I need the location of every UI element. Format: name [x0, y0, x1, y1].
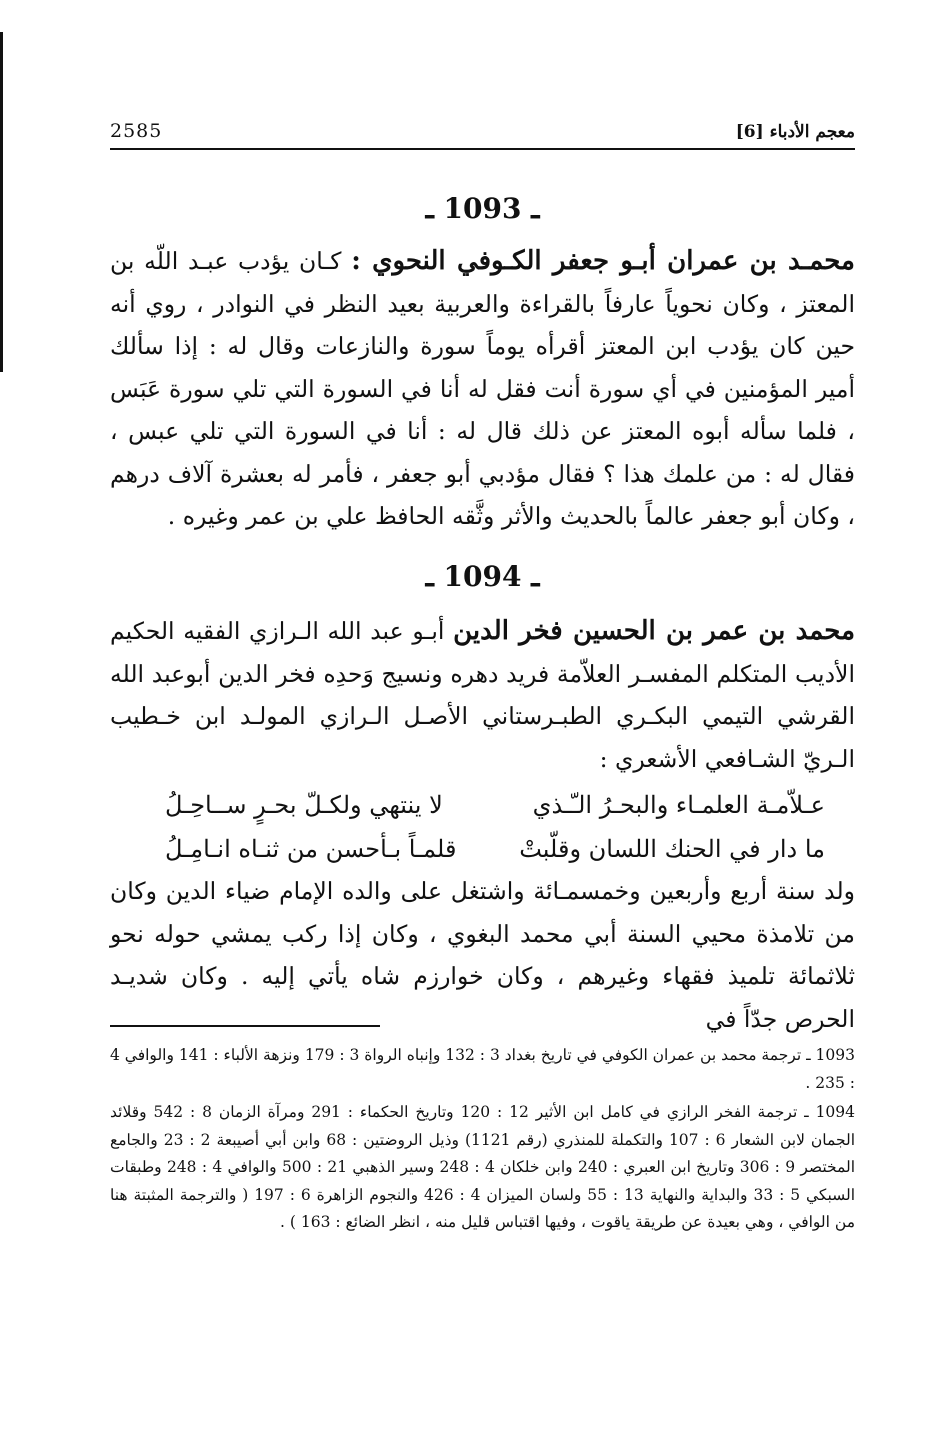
footnote-1093: 1093 ـ ترجمة محمد بن عمران الكوفي في تاريخ بغداد 3 : 132 وإنباه الرواة 3 : 179 ونزهة الألباء : 141 والوافي 4 : 235 .: [110, 1046, 855, 1092]
verse-line: [110, 783, 855, 827]
verse-second-hemistich: قلمـاً بـأحسن من ثنـاه انـامِـلُ: [165, 835, 457, 863]
verse-first-hemistich: عـلاّمـة العلمـاء والبحـرُ الـّـذي: [532, 791, 825, 819]
entry-1094-name: محمد بن عمر بن الحسين فخر الدين: [453, 616, 855, 646]
verse-second-hemistich: لا ينتهي ولكـلّ بحـرٍ ســاحِـلُ: [165, 791, 443, 819]
page-number: 2585: [110, 120, 163, 142]
entry-1094-body: أبـو عبد الله الـرازي الفقيه الحكيم الأديب المتكلم المفسـر العلاّمة فريد دهره ونسيج وَحدِه فخر الدين أبوعبد الله القرشي التيمي البكـري الطبـرستاني الأصـل الـرازي المولـد ابن خـطيب الـريّ الشـافعي الأشعري :: [110, 617, 855, 773]
scan-edge-line: [0, 32, 3, 372]
entry-1093-body: كـان يؤدب عبـد اللّه بن المعتز ، وكان نحوياً عارفاً بالقراءة والعربية بعيد النظر في النوادر ، روي أنه حين كان يؤدب ابن المعتز أقرأه يوماً سورة والنازعات وقال له : إذا سألك أمير المؤمنين في أي سورة أنت فقل له أنا في السورة التي تلي سورة عَبَس ، فلما سأله أبوه المعتز عن ذلك قال له : أنا في السورة التي تلي عبس ، فقال له : من علمك هذا ؟ فقال مؤدبي أبو جعفر ، فأمر له بعشرة آلاف درهم ، وكان أبو جعفر عالماً بالحديث والأثر وثَّقه الحافظ علي بن عمر وغيره .: [110, 247, 855, 530]
verse-line: [110, 827, 855, 871]
entry-1094-continuation: ولد سنة أربع وأربعين وخمسمـائة واشتغل على والده الإمام ضياء الدين وكان من تلامذة محيي السنة أبي محمد البغوي ، وكان إذا ركب يمشي حوله نحو ثلاثمائة تلميذ فقهاء وغيرهم ، وكان خوارزم شاه يأتي إليه . وكان شديـد الحرص جدّاً في: [110, 877, 855, 1033]
entry-number-1093: ـ 1093 ـ: [425, 192, 540, 225]
entry-1093-name: محمـد بن عمران أبـو جعفر الكـوفي النحوي :: [351, 246, 855, 276]
book-page: [110, 0, 855, 1435]
entry-number-1094: ـ 1094 ـ: [425, 560, 540, 593]
page-header: [110, 118, 855, 150]
entry-1093-text: [110, 240, 855, 538]
verse-first-hemistich: ما دار في الحنك اللسان وقلّبتْ: [519, 835, 825, 863]
footnote-divider: [110, 1025, 380, 1027]
running-title: معجم الأدباء [6]: [735, 122, 855, 142]
entry-1094-text: [110, 610, 855, 780]
footnotes: [110, 1042, 855, 1237]
poem-verses: [110, 783, 855, 871]
footnote-1094: 1094 ـ ترجمة الفخر الرازي في كامل ابن الأثير 12 : 120 وتاريخ الحكماء : 291 ومرآة الزمان 8 : 542 وقلائد الجمان لابن الشعار 6 : 107 والتكملة للمنذري (رقم 1121) وذيل الروضتين : 68 وابن أبي أصيبعة 2 : 23 والجامع المختصر 9 : 306 وتاريخ ابن العبري : 240 وابن خلكان 4 : 248 وسير الذهبي 21 : 500 والوافي 4 : 248 وطبقات السبكي 5 : 33 والبداية والنهاية 13 : 55 ولسان الميزان 4 : 426 والنجوم الزاهرة 6 : 197 ( والترجمة المثبتة هنا من الوافي ، وهي بعيدة عن طريقة ياقوت ، وفيها اقتباس قليل منه ، انظر الضائع : 163 ) .: [110, 1103, 856, 1231]
